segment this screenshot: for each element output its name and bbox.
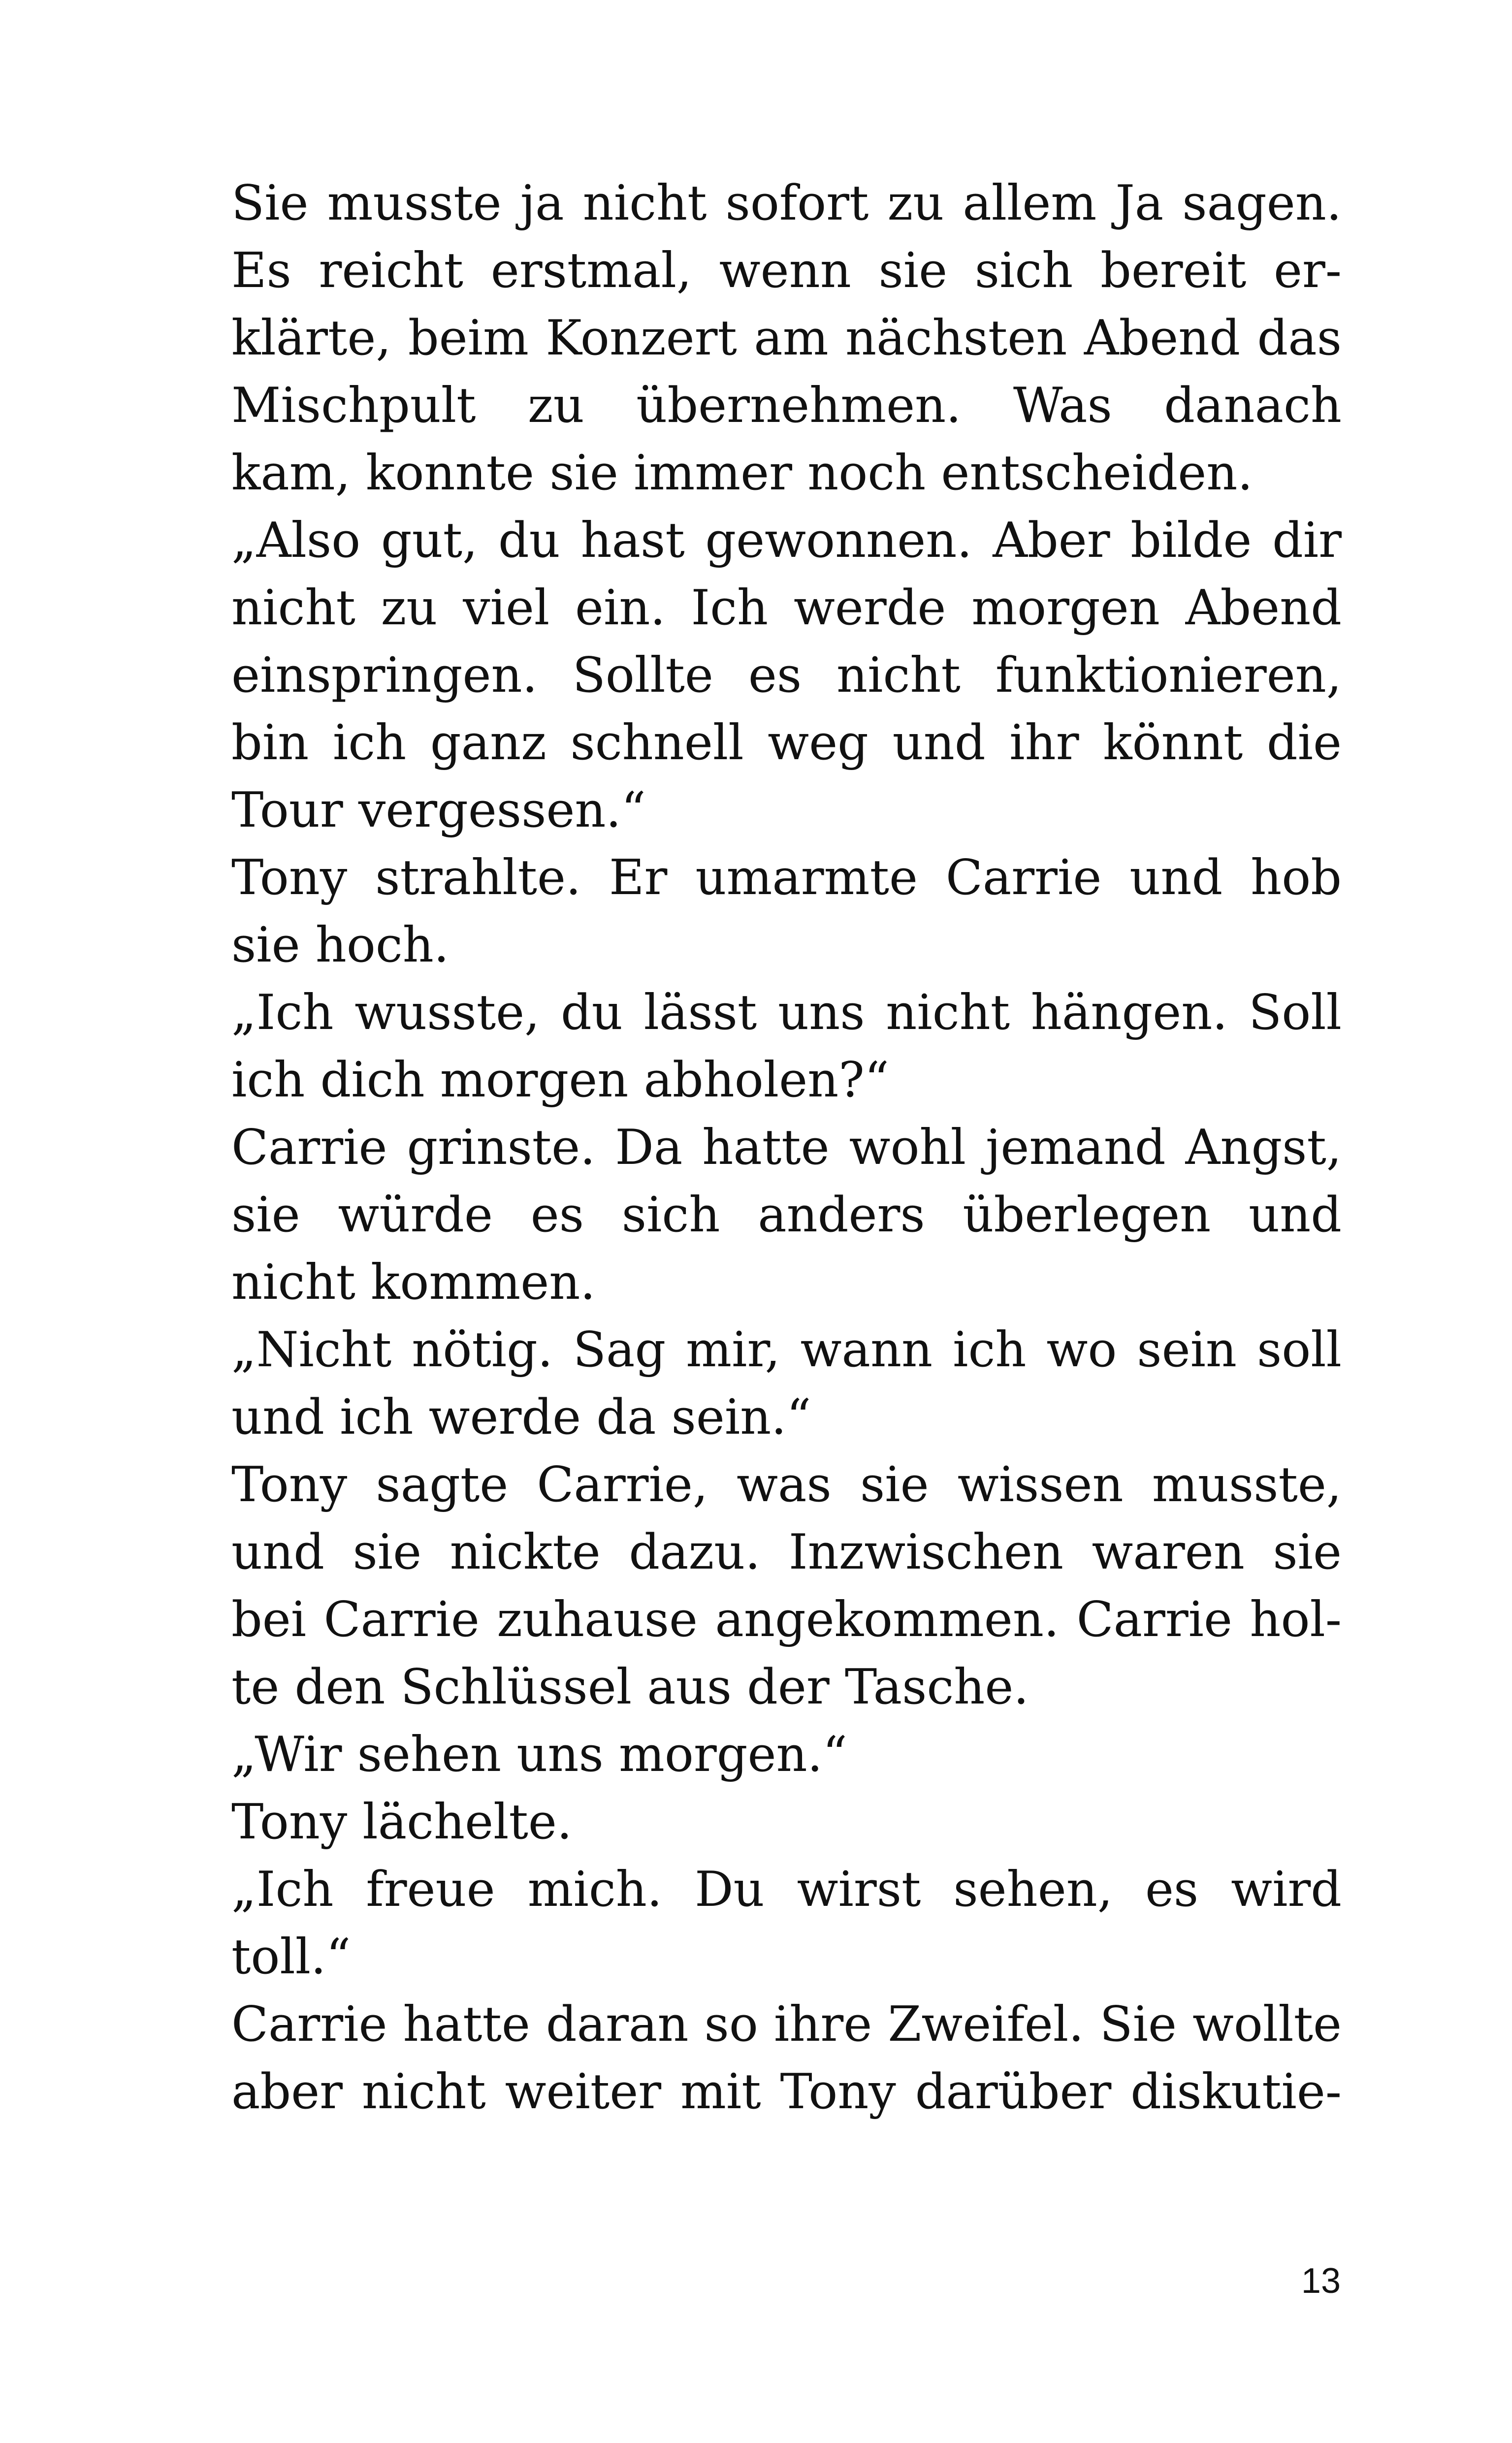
- text-line: nicht kommen.: [231, 1254, 596, 1311]
- text-line: te den Schlüssel aus der Tasche.: [231, 1659, 1029, 1715]
- text-line: Carrie grinste. Da hatte wohl jemand Angst,: [231, 1120, 1342, 1176]
- text-line: „Ich freue mich. Du wirst sehen, es wird: [231, 1862, 1342, 1918]
- text-line: Tour vergessen.“: [231, 782, 646, 838]
- body-text: [231, 170, 1342, 2126]
- text-line: Es reicht erstmal, wenn sie sich bereit er-: [231, 243, 1342, 299]
- text-line: kam, konnte sie immer noch entscheiden.: [231, 445, 1253, 501]
- text-line: aber nicht weiter mit Tony darüber diskutie-: [231, 2064, 1342, 2120]
- text-line: Sie musste ja nicht sofort zu allem Ja sagen.: [231, 175, 1342, 231]
- text-line: Tony sagte Carrie, was sie wissen musste,: [231, 1457, 1342, 1513]
- text-line: ich dich morgen abholen?“: [231, 1052, 889, 1108]
- text-line: bei Carrie zuhause angekommen. Carrie hol-: [231, 1592, 1342, 1648]
- page-number: 13: [1301, 2261, 1341, 2301]
- text-line: einspringen. Sollte es nicht funktionieren,: [231, 647, 1342, 704]
- text-line: Tony strahlte. Er umarmte Carrie und hob: [231, 850, 1342, 906]
- text-line: bin ich ganz schnell weg und ihr könnt die: [231, 715, 1342, 771]
- text-line: sie würde es sich anders überlegen und: [231, 1187, 1342, 1243]
- text-line: „Nicht nötig. Sag mir, wann ich wo sein soll: [231, 1322, 1342, 1378]
- text-line: sie hoch.: [231, 917, 450, 973]
- text-line: „Wir sehen uns morgen.“: [231, 1727, 847, 1783]
- text-line: toll.“: [231, 1929, 351, 1985]
- text-line: nicht zu viel ein. Ich werde morgen Abend: [231, 580, 1342, 636]
- text-line: Mischpult zu übernehmen. Was danach: [231, 378, 1342, 434]
- text-line: und sie nickte dazu. Inzwischen waren sie: [231, 1524, 1342, 1580]
- text-line: Tony lächelte.: [231, 1794, 573, 1850]
- text-line: „Also gut, du hast gewonnen. Aber bilde dir: [231, 513, 1342, 569]
- text-line: „Ich wusste, du lässt uns nicht hängen. Soll: [231, 985, 1342, 1041]
- text-line: klärte, beim Konzert am nächsten Abend das: [231, 310, 1342, 366]
- text-line: und ich werde da sein.“: [231, 1389, 811, 1446]
- text-line: Carrie hatte daran so ihre Zweifel. Sie wollte: [231, 1996, 1342, 2053]
